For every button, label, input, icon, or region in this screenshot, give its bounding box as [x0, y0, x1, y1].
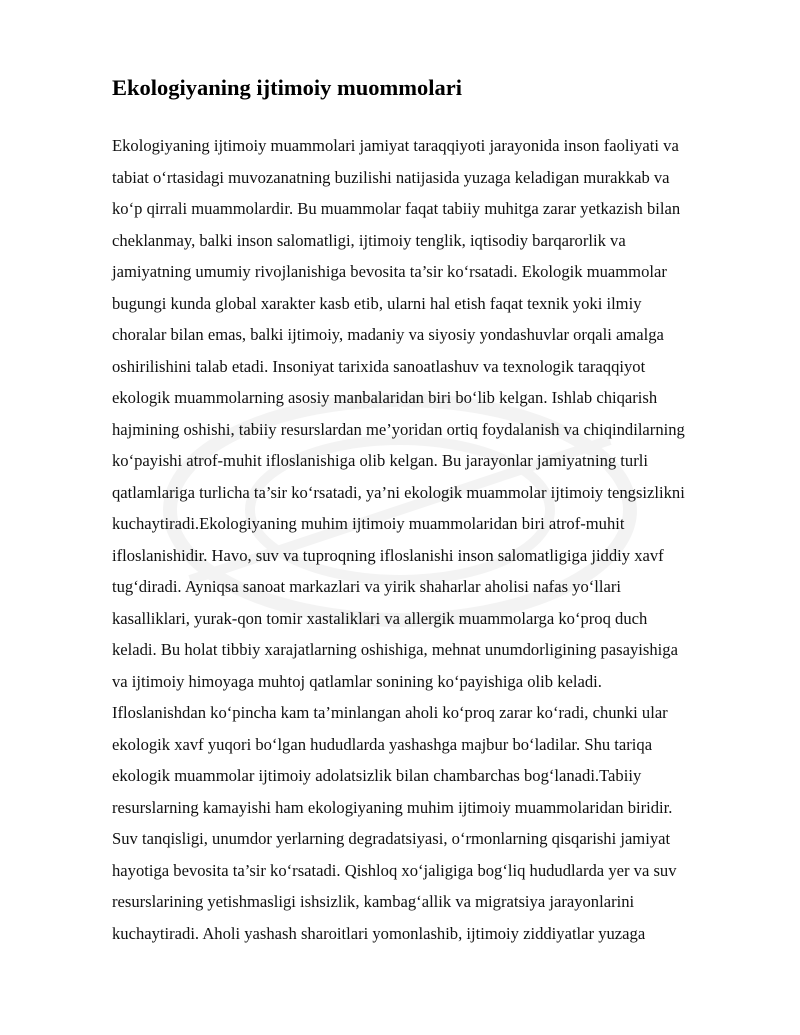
body-line: ekologik muammolarning asosiy manbalaridan biri bo‘lib kelgan. Ishlab chiqarish [112, 388, 658, 407]
body-line: hayotiga bevosita ta’sir ko‘rsatadi. Qishloq xo‘jaligiga bog‘liq hududlarda yer va suv [112, 860, 677, 880]
body-line: ekologik xavf yuqori bo‘lgan hududlarda yashashga majbur bo‘ladilar. Shu tariqa [112, 734, 653, 754]
body-line: bugungi kunda global xarakter kasb etib, ularni hal etish faqat texnik yoki ilmiy [112, 293, 642, 313]
body-line: ko‘p qirrali muammolardir. Bu muammolar faqat tabiiy muhitga zarar yetkazish bilan [112, 199, 681, 218]
document-title: Ekologiyaning ijtimoiy muommolari [112, 75, 463, 100]
document-body [112, 130, 752, 949]
body-line: cheklanmay, balki inson salomatligi, ijtimoiy tenglik, iqtisodiy barqarorlik va [112, 230, 626, 250]
body-line: ifloslanishidir. Havo, suv va tuproqning ifloslanishi inson salomatligiga jiddiy xavf [112, 545, 664, 565]
body-line: qatlamlariga turlicha ta’sir ko‘rsatadi, ya’ni ekologik muammolar ijtimoiy tengsizlikni [112, 482, 685, 502]
body-line: kuchaytiradi.Ekologiyaning muhim ijtimoiy muammolaridan biri atrof-muhit [112, 514, 625, 533]
body-line: ekologik muammolar ijtimoiy adolatsizlik bilan chambarchas bog‘lanadi.Tabiiy [112, 766, 642, 785]
body-line: oshirilishini talab etadi. Insoniyat tarixida sanoatlashuv va texnologik taraqqiyot [112, 356, 646, 376]
body-line: Ekologiyaning ijtimoiy muammolari jamiyat taraqqiyoti jarayonida inson faoliyati va [112, 136, 679, 155]
body-line: ko‘payishi atrof-muhit ifloslanishiga olib kelgan. Bu jarayonlar jamiyatning turli [112, 451, 648, 470]
body-line: resurslarning kamayishi ham ekologiyaning muhim ijtimoiy muammolaridan biridir. [112, 797, 673, 817]
body-line: va ijtimoiy himoyaga muhtoj qatlamlar sonining ko‘payishiga olib keladi. [112, 671, 602, 691]
body-line: Suv tanqisligi, unumdor yerlarning degradatsiyasi, o‘rmonlarning qisqarishi jamiyat [112, 829, 671, 848]
body-line: tug‘diradi. Ayniqsa sanoat markazlari va yirik shaharlar aholisi nafas yo‘llari [112, 577, 622, 596]
body-line: kasalliklari, yurak-qon tomir xastaliklari va allergik muammolarga ko‘proq duch [112, 608, 648, 628]
body-line: hajmining oshishi, tabiiy resurslardan me’yoridan ortiq foydalanish va chiqindilarning [112, 419, 685, 439]
body-line: choralar bilan emas, balki ijtimoiy, madaniy va siyosiy yondashuvlar orqali amalga [112, 325, 664, 344]
body-line: resurslarining yetishmasligi ishsizlik, kambag‘allik va migratsiya jarayonlarini [112, 892, 635, 911]
body-line: kuchaytiradi. Aholi yashash sharoitlari yomonlashib, ijtimoiy ziddiyatlar yuzaga [112, 923, 646, 943]
body-line: Ifloslanishdan ko‘pincha kam ta’minlangan aholi ko‘proq zarar ko‘radi, chunki ular [112, 703, 668, 722]
body-line: jamiyatning umumiy rivojlanishiga bevosita ta’sir ko‘rsatadi. Ekologik muammolar [112, 262, 667, 281]
body-line: tabiat o‘rtasidagi muvozanatning buzilishi natijasida yuzaga keladigan murakkab va [112, 167, 670, 187]
body-line: keladi. Bu holat tibbiy xarajatlarning oshishiga, mehnat unumdorligining pasayishiga [112, 640, 678, 659]
